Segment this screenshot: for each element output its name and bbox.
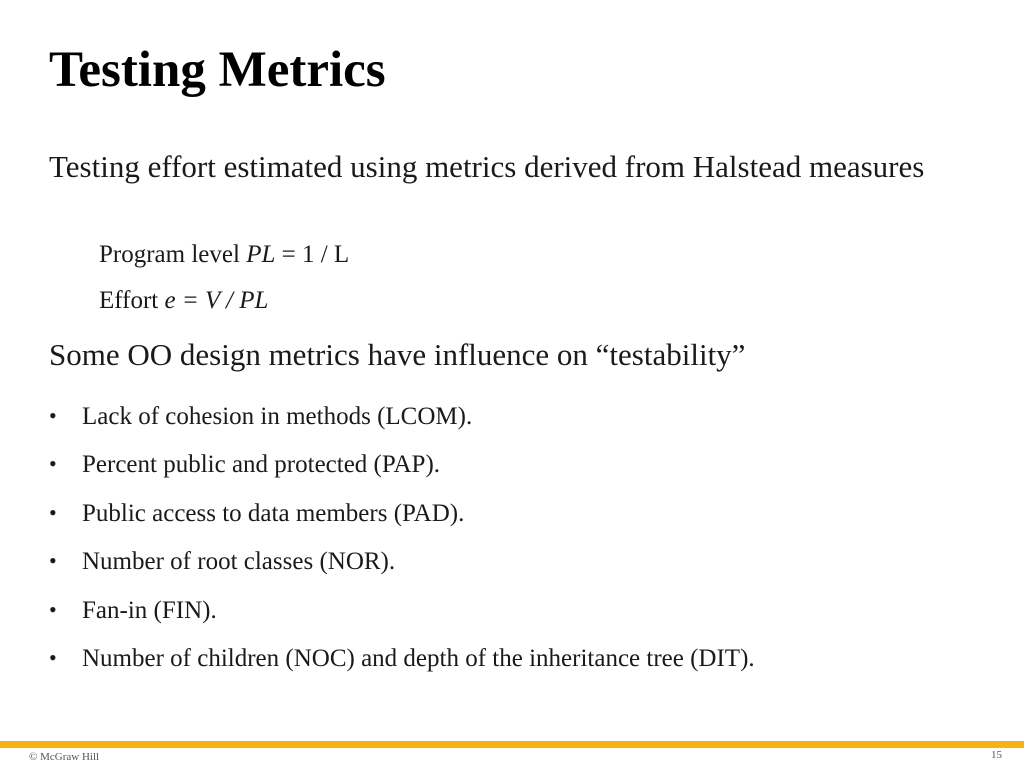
metrics-bullet-list bbox=[49, 397, 755, 687]
formula-variable: e = V / PL bbox=[164, 287, 269, 314]
list-item bbox=[49, 397, 755, 445]
list-item bbox=[49, 639, 755, 687]
bullet-text: Percent public and protected (PAP). bbox=[82, 451, 441, 479]
bullet-icon: • bbox=[49, 451, 57, 477]
bullet-icon: • bbox=[49, 403, 57, 428]
page-number: 15 bbox=[991, 749, 1002, 761]
list-item bbox=[49, 542, 755, 590]
footer-accent-bar bbox=[0, 741, 1024, 748]
footer-copyright: © McGraw Hill bbox=[29, 751, 100, 763]
bullet-text: Fan-in (FIN). bbox=[82, 596, 217, 624]
formula-label: Effort bbox=[99, 287, 165, 314]
formula-program-level bbox=[99, 240, 349, 270]
formula-effort bbox=[99, 286, 268, 316]
bullet-icon: • bbox=[49, 499, 57, 525]
intro-text: Testing effort estimated using metrics derived from Halstead measures bbox=[49, 149, 925, 184]
bullet-text: Lack of cohesion in methods (LCOM). bbox=[82, 403, 473, 430]
bullet-text: Number of root classes (NOR). bbox=[82, 548, 396, 576]
bullet-icon: • bbox=[49, 548, 57, 574]
oo-metrics-heading: Some OO design metrics have influence on “testability” bbox=[49, 337, 746, 372]
list-item bbox=[49, 445, 755, 493]
formula-variable: PL bbox=[246, 241, 276, 268]
bullet-text: Public access to data members (PAD). bbox=[82, 499, 465, 527]
bullet-text: Number of children (NOC) and depth of the inheritance tree (DIT). bbox=[82, 644, 755, 672]
slide-title: Testing Metrics bbox=[49, 42, 386, 98]
list-item bbox=[49, 591, 755, 639]
list-item bbox=[49, 494, 755, 542]
formula-rest: = 1 / L bbox=[275, 241, 350, 268]
formula-label: Program level bbox=[99, 241, 247, 268]
bullet-icon: • bbox=[49, 596, 57, 622]
bullet-icon: • bbox=[49, 644, 57, 670]
